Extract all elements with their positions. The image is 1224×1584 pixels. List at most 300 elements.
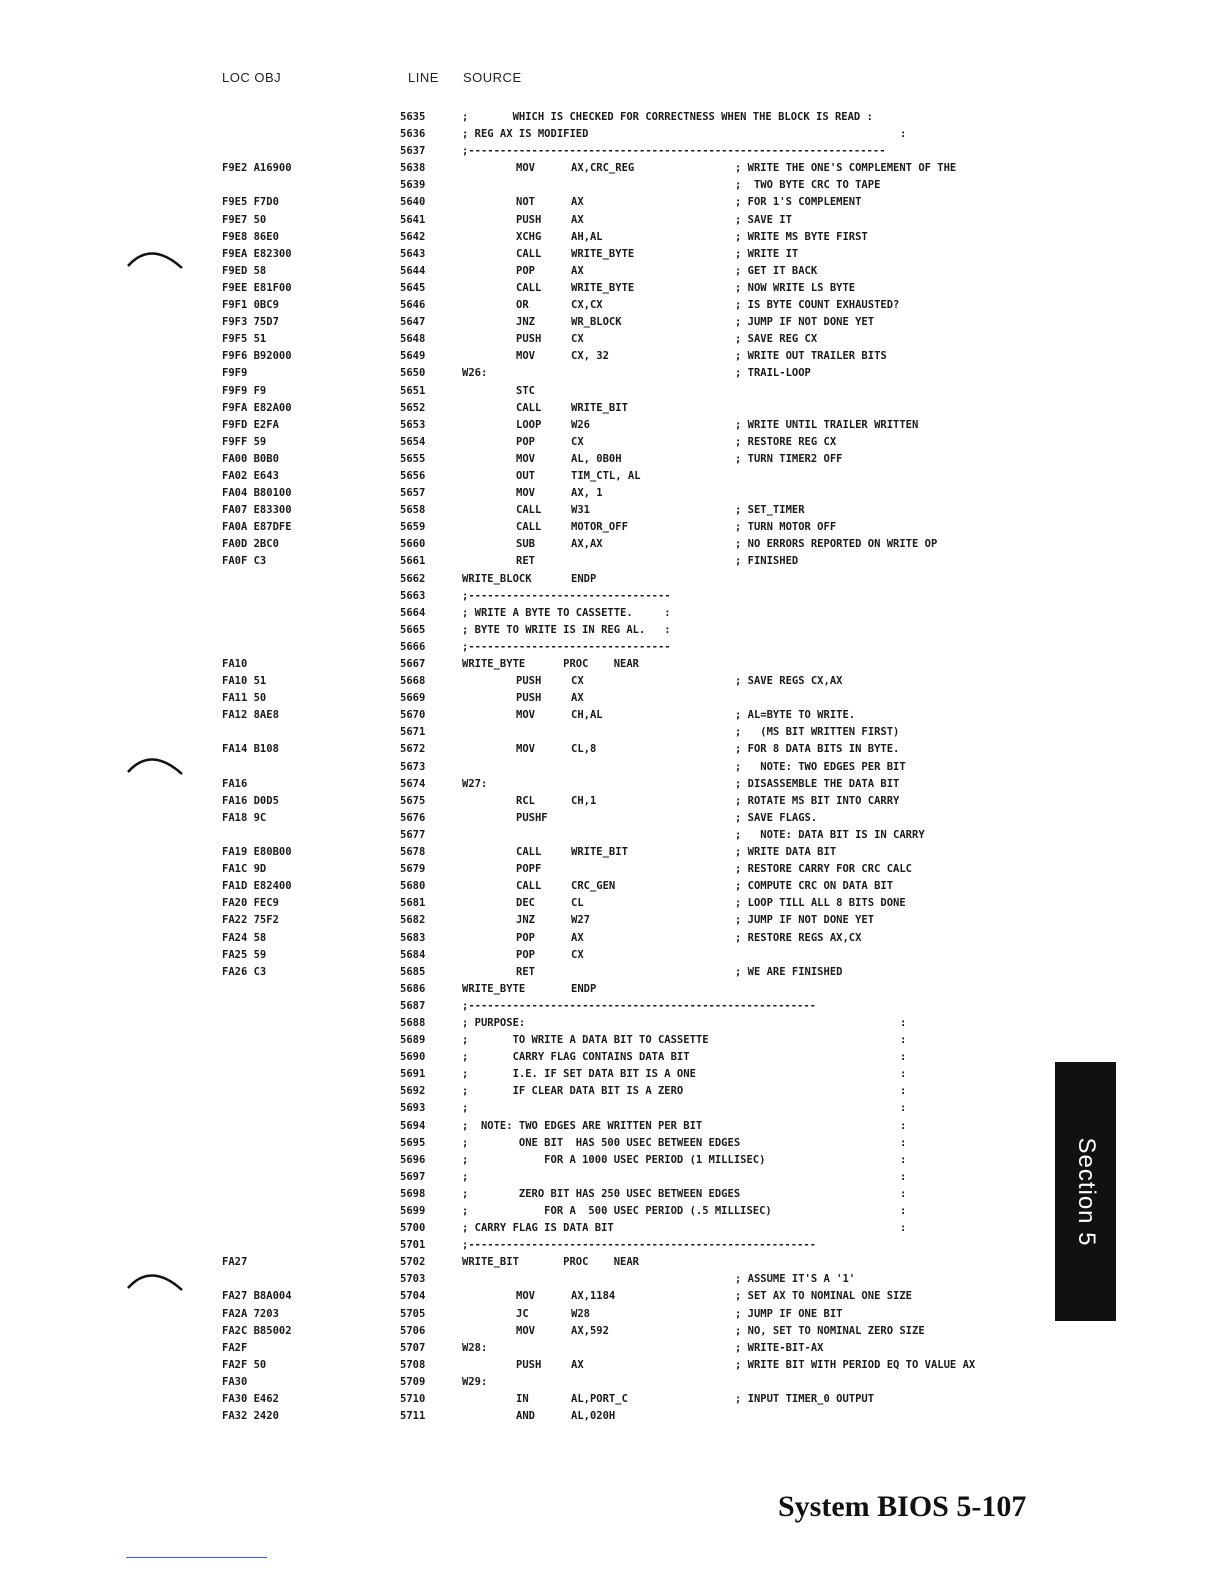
listing-row [0,571,1224,588]
listing-row [0,588,1224,605]
line-number: 5666 [400,640,426,653]
label: WRITE_BLOCK [462,572,532,585]
comment: ; NO ERRORS REPORTED ON WRITE OP [735,538,938,551]
line-number: 5672 [400,743,426,756]
header-line: LINE [408,70,439,85]
listing-row [0,229,1224,246]
line-number: 5648 [400,333,426,346]
comment: ; WE ARE FINISHED [735,965,843,978]
loc-obj: F9FD E2FA [222,418,279,431]
line-number: 5663 [400,589,426,602]
operand: TIM_CTL, AL [571,469,641,482]
line-number: 5682 [400,914,426,927]
loc-obj: FA0A E87DFE [222,521,292,534]
comment: ; COMPUTE CRC ON DATA BIT [735,880,894,893]
listing-row [0,434,1224,451]
line-number: 5653 [400,418,426,431]
comment: ; ASSUME IT'S A '1' [735,1273,856,1286]
listing-row [0,673,1224,690]
line-number: 5699 [400,1205,426,1217]
loc-obj: FA10 [222,658,248,670]
line-number: 5683 [400,931,426,944]
loc-obj: FA16 D0D5 [222,794,279,807]
line-number: 5692 [400,1085,426,1098]
listing-row [0,297,1224,314]
listing-row [0,553,1224,570]
listing-row [0,1032,1224,1049]
right-colon: : [900,1085,907,1098]
opcode: LOOP [516,418,542,431]
line-number: 5641 [400,213,426,226]
line-number: 5645 [400,281,426,294]
line-number: 5658 [400,504,426,517]
listing-row [0,348,1224,365]
line-number: 5662 [400,572,426,585]
loc-obj: FA22 75F2 [222,914,279,927]
opcode: CALL [516,401,542,414]
listing-row [0,656,1224,673]
listing-row [0,365,1224,382]
listing-row [0,1237,1224,1254]
source-text: ; FOR A 500 USEC PERIOD (.5 MILLISEC) [462,1205,772,1217]
operand: CL [571,897,584,910]
right-colon: : [900,1102,907,1115]
opcode: CALL [516,846,542,859]
line-number: 5646 [400,299,426,312]
line-number: 5675 [400,794,426,807]
listing-row [0,417,1224,434]
line-number: 5637 [400,145,426,158]
operand: AX [571,196,584,209]
line-number: 5647 [400,316,426,329]
listing-row [0,1220,1224,1237]
opcode: CALL [516,247,542,260]
line-number: 5635 [400,111,426,123]
listing-row [0,810,1224,827]
opcode: RCL [516,794,535,807]
operand: ENDP [571,982,597,995]
loc-obj: FA02 E643 [222,469,279,482]
label: W29: [462,1375,488,1388]
operand: AH,AL [571,230,603,243]
comment: ; TRAIL-LOOP [735,367,811,380]
opcode: RET [516,555,535,568]
opcode: JC [516,1307,529,1320]
comment: ; SAVE REGS CX,AX [735,675,843,688]
loc-obj: FA04 B80100 [222,487,292,500]
loc-obj: FA00 B0B0 [222,452,279,465]
loc-obj: FA2C B85002 [222,1324,292,1337]
comment: ; WRITE DATA BIT [735,846,837,859]
label: W28: [462,1341,488,1354]
listing-row [0,400,1224,417]
right-colon: : [900,1153,907,1166]
listing-row [0,468,1224,485]
source-text: ; ZERO BIT HAS 250 USEC BETWEEN EDGES [462,1187,741,1200]
operand: AL,PORT_C [571,1393,628,1406]
loc-obj: F9EA E82300 [222,247,292,260]
operand: AX [571,264,584,277]
listing-row [0,690,1224,707]
listing-row [0,895,1224,912]
right-colon: : [900,1068,907,1081]
comment: ; RESTORE REG CX [735,435,837,448]
listing-row [0,878,1224,895]
listing-row [0,1083,1224,1100]
listing-row [0,1049,1224,1066]
line-number: 5688 [400,1016,426,1029]
line-number: 5640 [400,196,426,209]
opcode: AND [516,1410,535,1423]
opcode: MOV [516,1324,535,1337]
line-number: 5681 [400,897,426,910]
line-number: 5644 [400,264,426,277]
line-number: 5656 [400,469,426,482]
opcode: PUSH [516,675,542,688]
line-number: 5701 [400,1239,426,1252]
opcode: OUT [516,469,535,482]
comment: ; NOTE: TWO EDGES PER BIT [735,760,906,773]
listing-row [0,622,1224,639]
loc-obj: F9FA E82A00 [222,401,292,414]
loc-obj: F9EE E81F00 [222,281,292,294]
listing-row [0,1323,1224,1340]
loc-obj: FA16 [222,777,248,790]
opcode: MOV [516,162,535,175]
line-number: 5643 [400,247,426,260]
line-number: 5665 [400,623,426,636]
line-number: 5661 [400,555,426,568]
binder-hole-mark-icon [126,246,184,270]
loc-obj: FA24 58 [222,931,267,944]
line-number: 5679 [400,863,426,876]
opcode: SUB [516,538,535,551]
line-number: 5697 [400,1170,426,1183]
opcode: POPF [516,863,542,876]
source-text: ; PURPOSE: [462,1016,526,1029]
operand: CX [571,435,584,448]
comment: ; SAVE FLAGS. [735,811,818,824]
line-number: 5670 [400,709,426,722]
opcode: RET [516,965,535,978]
comment: ; WRITE-BIT-AX [735,1341,824,1354]
opcode: DEC [516,897,535,910]
listing-row [0,1066,1224,1083]
listing-row [0,1100,1224,1117]
line-number: 5704 [400,1290,426,1303]
loc-obj: FA20 FEC9 [222,897,279,910]
listing-row [0,383,1224,400]
opcode: PUSH [516,1358,542,1371]
comment: ; JUMP IF NOT DONE YET [735,316,875,329]
source-text: ; CARRY FLAG CONTAINS DATA BIT [462,1051,690,1064]
operand: AX [571,692,584,705]
loc-obj: F9E7 50 [222,213,267,226]
source-text: ; CARRY FLAG IS DATA BIT [462,1222,614,1235]
opcode: CALL [516,880,542,893]
comment: ; SET AX TO NOMINAL ONE SIZE [735,1290,913,1303]
opcode: JNZ [516,914,535,927]
loc-obj: FA11 50 [222,692,267,705]
line-number: 5676 [400,811,426,824]
line-number: 5671 [400,726,426,739]
source-text: ; WHICH IS CHECKED FOR CORRECTNESS WHEN THE BLOCK IS READ : [462,111,873,123]
opcode: CALL [516,521,542,534]
source-text: ; WRITE A BYTE TO CASSETTE. : [462,606,671,619]
header-source: SOURCE [463,70,522,85]
opcode: MOV [516,350,535,363]
listing-row [0,861,1224,878]
listing-row [0,724,1224,741]
listing-row [0,1408,1224,1425]
comment: ; WRITE UNTIL TRAILER WRITTEN [735,418,919,431]
listing-row [0,1186,1224,1203]
loc-obj: F9FF 59 [222,435,267,448]
comment: ; AL=BYTE TO WRITE. [735,709,856,722]
right-colon: : [900,1034,907,1047]
listing-row [0,1118,1224,1135]
loc-obj: FA0F C3 [222,555,267,568]
listing-row [0,1169,1224,1186]
operand: AX,CRC_REG [571,162,635,175]
opcode: MOV [516,743,535,756]
listing-row [0,109,1224,126]
line-number: 5685 [400,965,426,978]
line-number: 5639 [400,179,426,192]
listing-row [0,707,1224,724]
comment: ; INPUT TIMER_0 OUTPUT [735,1393,875,1406]
line-number: 5680 [400,880,426,893]
loc-obj: FA19 E80B00 [222,846,292,859]
comment: ; WRITE OUT TRAILER BITS [735,350,887,363]
opcode: IN [516,1393,529,1406]
comment: ; TWO BYTE CRC TO TAPE [735,179,881,192]
page-footer: System BIOS 5-107 [778,1490,1027,1523]
line-number: 5694 [400,1119,426,1132]
opcode: POP [516,435,535,448]
header-loc-obj: LOC OBJ [222,70,282,85]
operand: MOTOR_OFF [571,521,628,534]
opcode: MOV [516,709,535,722]
loc-obj: FA1C 9D [222,863,267,876]
comment: ; GET IT BACK [735,264,818,277]
operand: CX [571,948,584,961]
operand: WRITE_BYTE [571,281,635,294]
opcode: STC [516,384,535,397]
operand: AL,020H [571,1410,616,1423]
source-text: ; [462,1170,469,1183]
listing-row [0,776,1224,793]
line-number: 5651 [400,384,426,397]
comment: ; DISASSEMBLE THE DATA BIT [735,777,900,790]
loc-obj: FA1D E82400 [222,880,292,893]
line-number: 5674 [400,777,426,790]
right-colon: : [900,1170,907,1183]
source-text: ; REG AX IS MODIFIED [462,128,589,141]
right-colon: : [900,1051,907,1064]
comment: ; WRITE MS BYTE FIRST [735,230,868,243]
listing-row [0,212,1224,229]
source-text: ;------------------------------------------------------- [462,1239,817,1252]
comment: ; SAVE IT [735,213,792,226]
listing-row [0,519,1224,536]
source-text: ; FOR A 1000 USEC PERIOD (1 MILLISEC) [462,1153,766,1166]
opcode: MOV [516,487,535,500]
comment: ; ROTATE MS BIT INTO CARRY [735,794,900,807]
line-number: 5673 [400,760,426,773]
loc-obj: FA30 E462 [222,1393,279,1406]
operand: AX,AX [571,538,603,551]
listing-row [0,1374,1224,1391]
operand: AX [571,1358,584,1371]
operand: AL, 0B0H [571,452,622,465]
line-number: 5703 [400,1273,426,1286]
comment: ; (MS BIT WRITTEN FIRST) [735,726,900,739]
comment: ; WRITE THE ONE'S COMPLEMENT OF THE [735,162,957,175]
listing-row [0,536,1224,553]
operand: CH,1 [571,794,597,807]
loc-obj: FA27 B8A004 [222,1290,292,1303]
listing-row [0,827,1224,844]
comment: ; FOR 8 DATA BITS IN BYTE. [735,743,900,756]
comment: ; LOOP TILL ALL 8 BITS DONE [735,897,906,910]
source-text: WRITE_BIT PROC NEAR [462,1256,640,1269]
source-text: ; TO WRITE A DATA BIT TO CASSETTE [462,1034,709,1047]
listing-row [0,126,1224,143]
line-number: 5686 [400,982,426,995]
listing-row [0,280,1224,297]
operand: AX, 1 [571,487,603,500]
listing-row [0,912,1224,929]
comment: ; WRITE IT [735,247,799,260]
label: W26: [462,367,488,380]
operand: CH,AL [571,709,603,722]
right-colon: : [900,1119,907,1132]
comment: ; TURN TIMER2 OFF [735,452,843,465]
operand: CX [571,675,584,688]
opcode: NOT [516,196,535,209]
listing-row [0,331,1224,348]
opcode: OR [516,299,529,312]
listing-row [0,1135,1224,1152]
line-number: 5655 [400,452,426,465]
source-text: ; ONE BIT HAS 500 USEC BETWEEN EDGES [462,1136,741,1149]
listing-row [0,194,1224,211]
operand: WR_BLOCK [571,316,622,329]
operand: CL,8 [571,743,597,756]
comment: ; NOTE: DATA BIT IS IN CARRY [735,828,925,841]
source-text: WRITE_BYTE PROC NEAR [462,658,640,670]
opcode: CALL [516,504,542,517]
loc-obj: FA18 9C [222,811,267,824]
operand: W26 [571,418,590,431]
line-number: 5695 [400,1136,426,1149]
operand: AX [571,213,584,226]
opcode: PUSH [516,333,542,346]
listing-row [0,639,1224,656]
operand: CRC_GEN [571,880,616,893]
footer-rule [126,1557,267,1558]
section-tab-label: Section 5 [1072,1136,1100,1247]
line-number: 5684 [400,948,426,961]
listing-row [0,964,1224,981]
listing-row [0,930,1224,947]
operand: AX,592 [571,1324,609,1337]
comment: ; FINISHED [735,555,799,568]
listing-row [0,998,1224,1015]
listing-row [0,177,1224,194]
opcode: CALL [516,281,542,294]
source-text: ; IF CLEAR DATA BIT IS A ZERO [462,1085,684,1098]
comment: ; JUMP IF NOT DONE YET [735,914,875,927]
opcode: JNZ [516,316,535,329]
listing-row [0,1357,1224,1374]
comment: ; SAVE REG CX [735,333,818,346]
line-number: 5702 [400,1256,426,1269]
line-number: 5636 [400,128,426,141]
listing-row [0,793,1224,810]
listing-row [0,1203,1224,1220]
right-colon: : [900,1187,907,1200]
operand: ENDP [571,572,597,585]
loc-obj: F9E8 86E0 [222,230,279,243]
listing-row [0,143,1224,160]
loc-obj: F9E2 A16900 [222,162,292,175]
comment: ; WRITE BIT WITH PERIOD EQ TO VALUE AX [735,1358,976,1371]
loc-obj: FA2A 7203 [222,1307,279,1320]
operand: WRITE_BIT [571,846,628,859]
comment: ; IS BYTE COUNT EXHAUSTED? [735,299,900,312]
loc-obj: FA25 59 [222,948,267,961]
binder-hole-mark-icon [126,1268,184,1292]
loc-obj: F9F1 0BC9 [222,299,279,312]
opcode: PUSH [516,213,542,226]
line-number: 5677 [400,828,426,841]
loc-obj: FA2F 50 [222,1358,267,1371]
source-text: ; I.E. IF SET DATA BIT IS A ONE [462,1068,696,1081]
source-text: ;-------------------------------- [462,640,671,653]
line-number: 5654 [400,435,426,448]
listing-row [0,1306,1224,1323]
line-number: 5710 [400,1393,426,1406]
loc-obj: F9F6 B92000 [222,350,292,363]
loc-obj: F9F9 F9 [222,384,267,397]
loc-obj: F9E5 F7D0 [222,196,279,209]
label: W27: [462,777,488,790]
operand: W28 [571,1307,590,1320]
comment: ; JUMP IF ONE BIT [735,1307,843,1320]
listing-row [0,1340,1224,1357]
operand: CX, 32 [571,350,609,363]
loc-obj: F9F5 51 [222,333,267,346]
loc-obj: FA07 E83300 [222,504,292,517]
section-tab [1055,1062,1116,1321]
line-number: 5707 [400,1341,426,1354]
loc-obj: F9F9 [222,367,248,380]
line-number: 5657 [400,487,426,500]
loc-obj: F9ED 58 [222,264,267,277]
right-colon: : [900,1136,907,1149]
operand: WRITE_BIT [571,401,628,414]
comment: ; RESTORE CARRY FOR CRC CALC [735,863,913,876]
right-colon: : [900,1222,907,1235]
line-number: 5693 [400,1102,426,1115]
listing-row [0,160,1224,177]
line-number: 5638 [400,162,426,175]
comment: ; SET_TIMER [735,504,805,517]
label: WRITE_BYTE [462,982,526,995]
opcode: MOV [516,1290,535,1303]
